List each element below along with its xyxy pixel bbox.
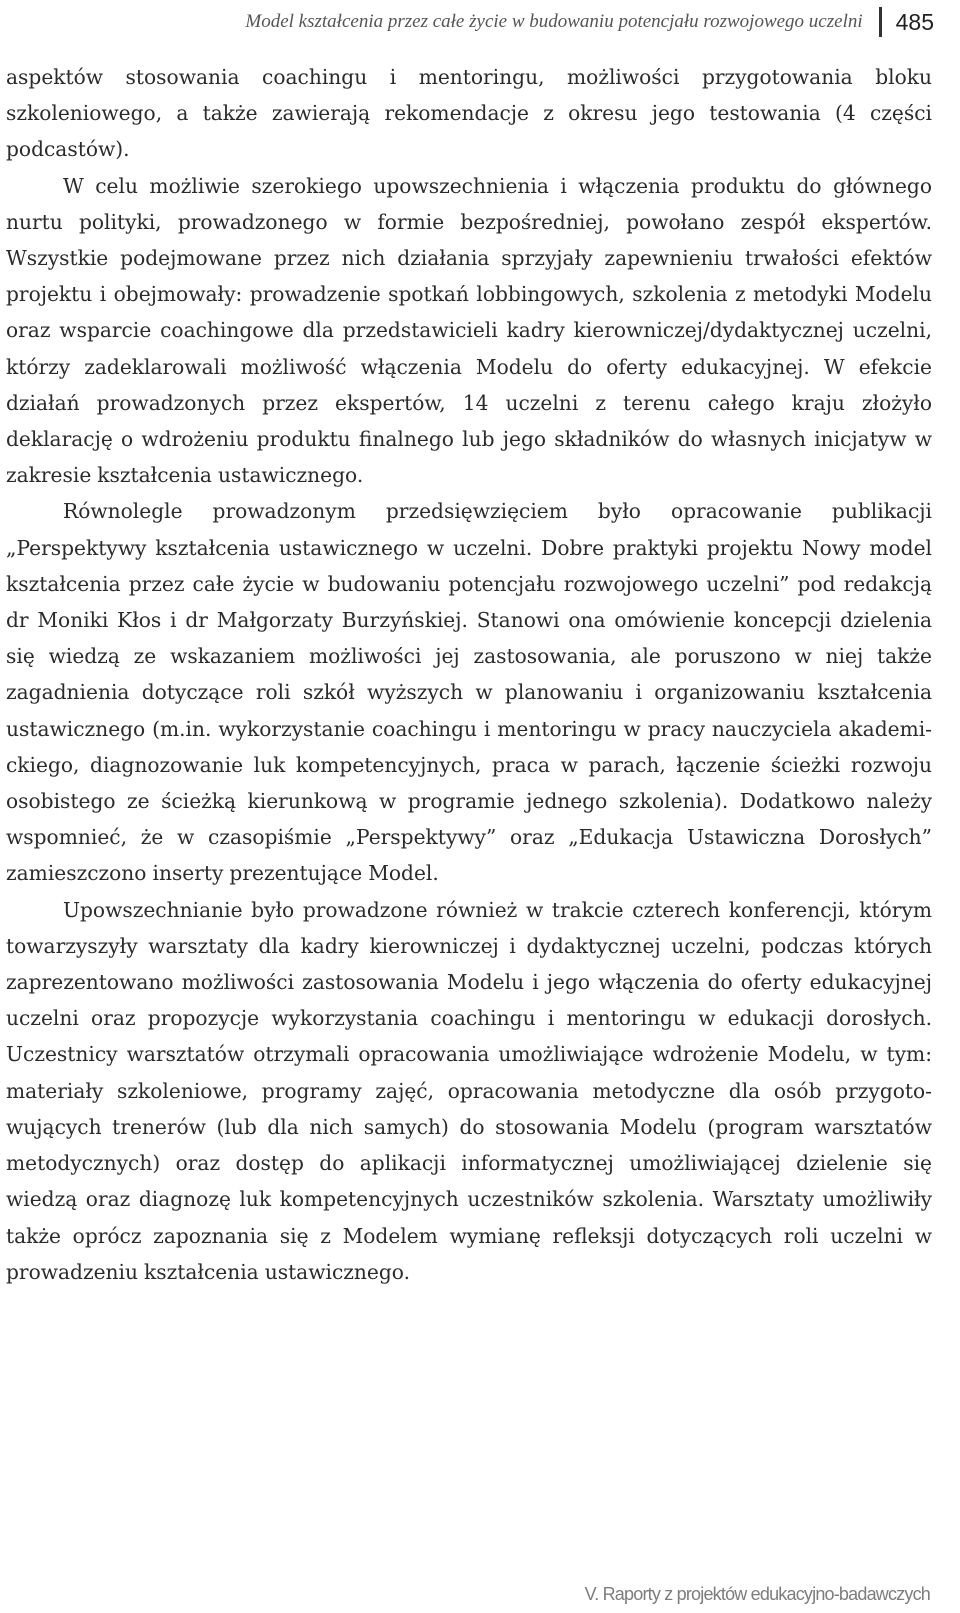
page-number: 485 — [895, 8, 934, 35]
paragraph-continued: aspektów stosowania coachingu i mentoringu, możliwości przygotowania bloku szkoleniowego, a także zawierają rekomendacje z okresu jego testowania (4 części podcastów). — [6, 65, 932, 162]
section-footer: V. Raporty z projektów edukacyjno-badawczych — [584, 1584, 930, 1604]
running-header — [0, 6, 934, 38]
header-divider — [879, 7, 882, 37]
body-text — [6, 59, 932, 1290]
paragraph-publication: Równolegle prowadzonym przedsięwzięciem było opracowanie publikacji „Perspektywy kształcenia ustawicznego w uczelni. Dobre praktyki projektu Nowy model kształcenia przez całe życie w budowaniu potencjału rozwojowego uczelni” pod redakcją dr Moniki Kłos i dr Małgorzaty Burzyńskiej. Stanowi ona omówienie koncepcji dzielenia się wiedzą ze wskazaniem możliwości jej zastosowania, ale poruszono w niej także zagadnienia dotyczące roli szkół wyższych w planowaniu i organizowaniu kształcenia ustawicznego (m.in. wykorzystanie coachingu i mentoringu w pracy nauczyciela akademickiego, diagnozowanie luk kompetencyjnych, praca w parach, łączenie ścieżki rozwoju osobistego ze ścieżką kierunkową w programie jednego szkolenia). Dodatkowo należy wspomnieć, że w czasopiśmie „Perspektywy” oraz „Edukacja Ustawiczna Dorosłych” zamieszczono inserty prezentujące Model. — [6, 499, 932, 886]
paragraph-conferences: Upowszechnianie było prowadzone również w trakcie czterech konferencji, którym towarzyszyły warsztaty dla kadry kierowniczej i dydaktycznej uczelni, podczas których zaprezentowano możliwości zastosowania Modelu i jego włączenia do oferty edukacyjnej uczelni oraz propozycje wykorzystania coachingu i mentoringu w edukacji dorosłych. Uczestnicy warsztatów otrzymali opracowania umożliwiające wdrożenie Modelu, w tym: materiały szkoleniowe, programy zajęć, opracowania metodyczne dla osób przygotowujących trenerów (lub dla nich samych) do stosowania Modelu (program warsztatów metodycznych) oraz dostęp do aplikacji informatycznej umożliwiającej dzielenie się wiedzą oraz diagnozę luk kompetencyjnych uczestników szkolenia. Warsztaty umożliwiły także oprócz zapoznania się z Modelem wymianę refleksji dotyczących roli uczelni w prowadzeniu kształcenia ustawicznego. — [6, 897, 932, 1284]
running-title: Model kształcenia przez całe życie w budowaniu potencjału rozwojowego uczelni — [245, 11, 863, 32]
paragraph-experts: W celu możliwie szerokiego upowszechnienia i włączenia produktu do głównego nurtu polityki, prowadzonego w formie bezpośredniej, powołano zespół ekspertów. Wszystkie podejmowane przez nich działania sprzyjały zapewnieniu trwałości efektów projektu i obejmowały: prowadzenie spotkań lobbingowych, szkolenia z metodyki Modelu oraz wsparcie coachingowe dla przedstawicieli kadry kierowniczej/dydaktycznej uczelni, którzy zadeklarowali możliwość włączenia Modelu do oferty edukacyjnej. W efekcie działań prowadzonych przez ekspertów, 14 uczelni z terenu całego kraju złożyło deklarację o wdrożeniu produktu finalnego lub jego składników do własnych inicjatyw w zakresie kształcenia ustawicznego. — [6, 173, 932, 488]
